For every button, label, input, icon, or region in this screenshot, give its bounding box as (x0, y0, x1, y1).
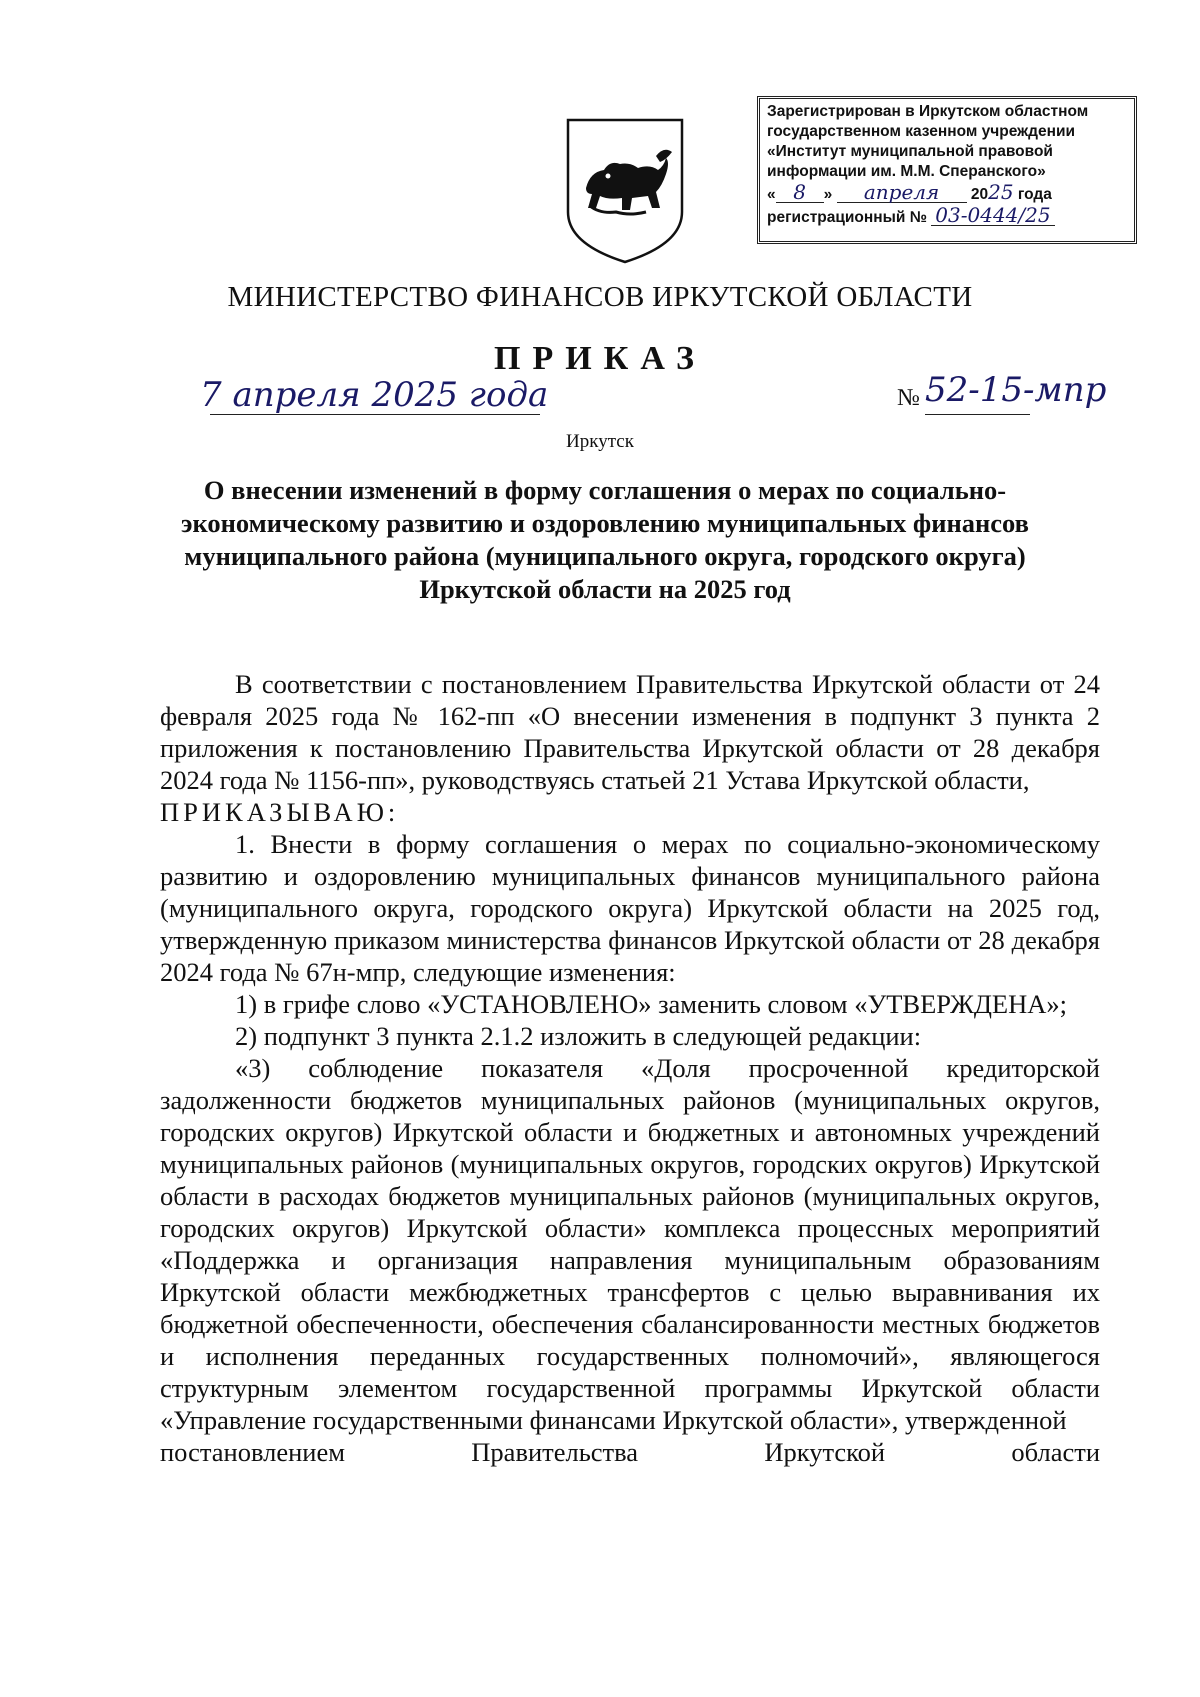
stamp-reg-line (767, 205, 1127, 228)
subitem-2-paragraph: 2) подпункт 3 пункта 2.1.2 изложить в следующей редакции: (235, 1021, 922, 1051)
date-underline (210, 414, 540, 415)
subitem-1-paragraph: 1) в грифе слово «УСТАНОВЛЕНО» заменить словом «УТВЕРЖДЕНА»; (235, 989, 1067, 1019)
item-1-paragraph: 1. Внести в форму соглашения о мерах по социально-экономическому развитию и оздоровлению муниципальных финансов муниципального района (муниципального округа, городского округа) Иркутской области на 2025 год, утвержденную приказом министерства финансов Иркутской области от 28 декабря 2024 года № 67н-мпр, следующие изменения: (160, 829, 1100, 987)
city-name: Иркутск (566, 431, 634, 452)
stamp-line-4: информации им. М.М. Сперанского» (767, 163, 1046, 180)
stamp-year-suffix: года (1017, 186, 1052, 203)
quoted-text-paragraph: «3) соблюдение показателя «Доля просроченной кредиторской задолженности бюджетов муниципальных районов (муниципальных округов, городских округов) Иркутской области и бюджетных и автономных учреждений муниципальных районов (муниципальных округов, городских округов) Иркутской области в расходах бюджетов муниципальных районов (муниципальных округов, городских округов) Иркутской области» комплекса процессных мероприятий «Поддержка и организация направления муниципальным образованиям Иркутской области межбюджетных трансфертов с целью выравнивания их бюджетной обеспеченности, обеспечения сбалансированности местных бюджетов и исполнения переданных государственных полномочий», являющегося структурным элементом государственной программы Иркутской области «Управление государственными финансами Иркутской области», утвержденной (160, 1053, 1100, 1435)
stamp-month: апреля (837, 182, 967, 203)
coat-of-arms-icon (560, 116, 690, 266)
stamp-reg-number: 03-0444/25 (931, 205, 1054, 226)
order-number-handwritten: 52-15-мпр (925, 370, 1107, 410)
number-underline (925, 414, 1030, 415)
document-body (160, 668, 1100, 1468)
last-line: постановлением Правительства Иркутской области (160, 1437, 1100, 1467)
registration-stamp (757, 96, 1137, 244)
stamp-line-3: «Институт муниципальной правовой (767, 143, 1053, 160)
stamp-line-1: Зарегистрирован в Иркутском областном (767, 103, 1089, 120)
ministry-name: МИНИСТЕРСТВО ФИНАНСОВ ИРКУТСКОЙ ОБЛАСТИ (227, 281, 973, 313)
stamp-year: 25 (988, 180, 1014, 204)
order-number-label: № (897, 385, 920, 411)
order-word: ПРИКАЗЫВАЮ: (160, 797, 400, 827)
document-title: О внесении изменений в форму соглашения о мерах по социально-экономическому развитию и оздоровлению муниципальных финансов муниципального района (муниципального округа, городского округа) Иркутской области на 2025 год (181, 475, 1029, 604)
stamp-day: 8 (776, 182, 824, 203)
document-type: ПРИКАЗ (494, 340, 706, 377)
preamble-paragraph: В соответствии с постановлением Правительства Иркутской области от 24 февраля 2025 года № 162-пп «О внесении изменения в подпункт 3 пункта 2 приложения к постановлению Правительства Иркутской области от 28 декабря 2024 года № 1156-пп», руководствуясь статьей 21 Устава Иркутской области, (160, 669, 1100, 795)
stamp-reg-label: регистрационный № (767, 209, 927, 226)
stamp-line-2: государственном казенном учреждении (767, 123, 1076, 140)
stamp-date-line: « 8 » апреля 2025 года (767, 180, 1052, 204)
stamp-year-prefix: 20 (970, 186, 989, 203)
order-date-handwritten: 7 апреля 2025 года (200, 375, 549, 415)
